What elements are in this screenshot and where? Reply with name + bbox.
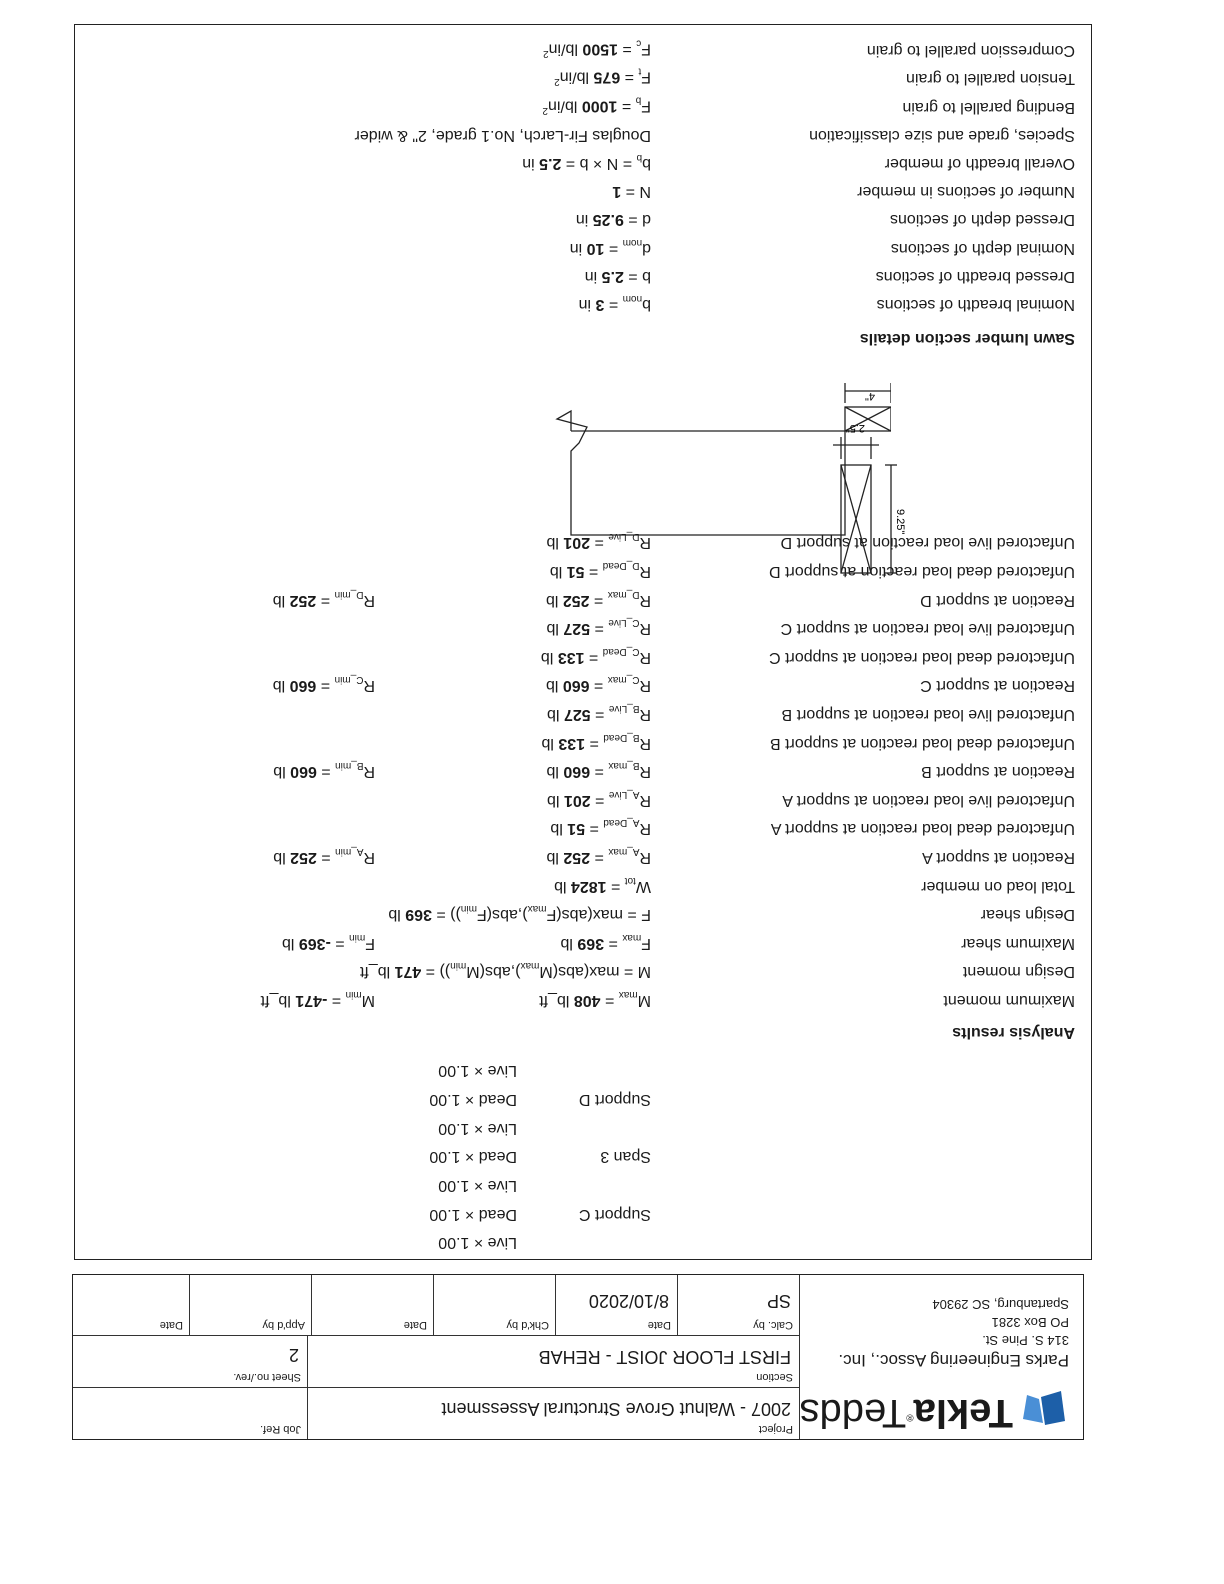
row-label: Unfactored live load reaction at support A bbox=[782, 791, 1075, 809]
chkd-by-cell: Chk'd by bbox=[433, 1275, 555, 1335]
row-value: $d_{nom} = 10$ in bbox=[569, 236, 651, 257]
section-value: FIRST FLOOR JOIST - REHAB bbox=[538, 1347, 791, 1367]
row-label: Unfactored dead load reaction at support D bbox=[769, 563, 1075, 580]
combo-value: Dead × 1.00 bbox=[429, 1148, 517, 1165]
row-label: Species, grade and size classification bbox=[809, 126, 1075, 144]
company-name: Parks Engineering Assoc., Inc. bbox=[838, 1351, 1069, 1370]
row-value: $F_c = 1500$ $lb/in^2$ bbox=[543, 37, 651, 60]
row-value: $R_{D\_Live} = 201$ lb bbox=[546, 531, 651, 552]
combo-label: Support D bbox=[578, 1091, 651, 1108]
row-label: Tension parallel to grain bbox=[906, 70, 1075, 88]
section-cell: Section FIRST FLOOR JOIST - REHAB bbox=[307, 1335, 799, 1387]
row-label: Overall breadth of member bbox=[884, 155, 1075, 172]
row-label: Nominal depth of sections bbox=[890, 239, 1075, 257]
row-value: $R_{C\_max} = 660$ lb bbox=[545, 674, 651, 695]
sheet-cell: Sheet no./rev. 2 bbox=[73, 1335, 307, 1387]
address-line-2: PO Box 3281 bbox=[991, 1315, 1069, 1330]
row-label: Unfactored dead load reaction at support A bbox=[770, 820, 1075, 838]
row-label: Unfactored live load reaction at support B bbox=[781, 706, 1075, 723]
combo-value: Live × 1.00 bbox=[438, 1177, 517, 1194]
row-label: Dressed breadth of sections bbox=[875, 267, 1075, 285]
row-value: $R_{B\_Live} = 527$ lb bbox=[547, 702, 651, 723]
address-line-1: 314 S. Pine St. bbox=[982, 1333, 1069, 1348]
dim-4: 4" bbox=[864, 390, 875, 402]
logo-text: Tekla®Tedds bbox=[799, 1391, 1013, 1435]
row-value: $R_{A\_Live} = 201$ lb bbox=[547, 788, 651, 809]
row-value: N = 1 bbox=[612, 183, 651, 201]
company-block bbox=[838, 1295, 1069, 1371]
row-label: Compression parallel to grain bbox=[866, 42, 1075, 60]
cross-section-diagram bbox=[811, 417, 911, 587]
row-label: Maximum moment bbox=[943, 992, 1075, 1009]
row-label: Reaction at support B bbox=[921, 763, 1075, 781]
row-value-min: $R_{A\_min} = 252$ lb bbox=[273, 845, 375, 866]
combo-value: Live × 1.00 bbox=[438, 1234, 517, 1251]
row-value: b = 2.5 in bbox=[584, 267, 651, 285]
row-label: Design moment bbox=[962, 963, 1075, 981]
address-line-3: Spartanburg, SC 29304 bbox=[932, 1297, 1069, 1312]
combo-value: Live × 1.00 bbox=[438, 1062, 517, 1079]
calc-by-cell: Calc. by SP bbox=[677, 1275, 799, 1335]
beam-outline bbox=[557, 411, 845, 535]
date3-cell: Date bbox=[159, 1319, 183, 1331]
row-value: $R_{C\_Dead} = 133$ lb bbox=[540, 645, 651, 666]
row-value: $b_{nom} = 3$ in bbox=[578, 292, 651, 313]
row-value: $M_{max} = 408$ lb_ft bbox=[539, 988, 651, 1009]
row-label: Unfactored live load reaction at support C bbox=[780, 620, 1075, 638]
row-value-min: $F_{min} = -369$ lb bbox=[281, 931, 375, 952]
tekla-logo-icon bbox=[1021, 1391, 1067, 1425]
project-cell: Project 2007 - Walnut Grove Structural Assessment bbox=[307, 1387, 799, 1439]
combo-value: Dead × 1.00 bbox=[429, 1091, 517, 1108]
row-value: $R_{B\_Dead} = 133$ lb bbox=[541, 731, 651, 752]
row-value: $R_{D\_max} = 252$ lb bbox=[545, 588, 651, 609]
row-label: Design shear bbox=[980, 906, 1075, 924]
row-value-min: $R_{C\_min} = 660$ lb bbox=[272, 674, 375, 695]
row-label: Unfactored dead load reaction at support C bbox=[769, 648, 1075, 666]
dim-925: 9.25" bbox=[894, 509, 906, 535]
row-label: Total load on member bbox=[921, 877, 1075, 895]
row-value: Douglas Fir-Larch, No.1 grade, 2" & wider bbox=[354, 126, 651, 144]
sheet-value: 2 bbox=[288, 1345, 299, 1365]
row-label: Reaction at support A bbox=[922, 849, 1075, 866]
row-value: $F_{max} = 369$ lb bbox=[560, 931, 651, 952]
row-value: $M = \max(abs(M_{max}),abs(M_{min})) = 471$ lb_ft bbox=[359, 960, 651, 981]
row-label: Reaction at support D bbox=[920, 591, 1075, 609]
row-label: Dressed depth of sections bbox=[890, 211, 1075, 229]
row-label: Unfactored dead load reaction at support B bbox=[769, 734, 1075, 752]
row-label: Maximum shear bbox=[961, 934, 1075, 952]
row-value-min: $R_{B\_min} = 660$ lb bbox=[273, 760, 375, 781]
analysis-title: Analysis results bbox=[952, 1024, 1075, 1041]
row-value: $F_b = 1000$ $lb/in^2$ bbox=[542, 94, 651, 116]
row-value: $R_{D\_Dead} = 51$ lb bbox=[549, 559, 651, 580]
combo-label: Support C bbox=[578, 1206, 651, 1223]
row-label: Reaction at support C bbox=[920, 677, 1075, 695]
row-label: Unfactored live load reaction at support D bbox=[780, 534, 1075, 552]
row-value: $W_{tot} = 1824$ lb bbox=[554, 874, 651, 895]
appd-by-cell: App'd by bbox=[189, 1275, 311, 1335]
row-value: $b_b = N \times b = 2.5$ in bbox=[522, 151, 651, 172]
row-value: $R_{A\_max} = 252$ lb bbox=[546, 845, 651, 866]
row-label: Nominal breadth of sections bbox=[876, 296, 1075, 313]
date2-cell: Date bbox=[311, 1275, 433, 1335]
row-value: $R_{B\_max} = 660$ lb bbox=[546, 760, 651, 781]
calc-body bbox=[74, 24, 1092, 1260]
sawn-title: Sawn lumber section details bbox=[859, 330, 1075, 347]
row-label: Number of sections in member bbox=[857, 183, 1075, 201]
row-label: Bending parallel to grain bbox=[902, 98, 1075, 116]
row-value: d = 9.25 in bbox=[575, 211, 651, 229]
row-value: $R_{C\_Live} = 527$ lb bbox=[546, 617, 651, 638]
date-cell: Date 8/10/2020 bbox=[555, 1275, 677, 1335]
logo-area bbox=[799, 1275, 1083, 1439]
row-value: $F_t = 675$ $lb/in^2$ bbox=[554, 65, 651, 88]
project-value: 2007 - Walnut Grove Structural Assessment bbox=[441, 1399, 791, 1419]
row-value: $R_{A\_Dead} = 51$ lb bbox=[550, 817, 651, 838]
combo-label: Span 3 bbox=[600, 1148, 651, 1165]
title-block bbox=[72, 1274, 1084, 1440]
row-value-min: $M_{min} = -471$ lb_ft bbox=[260, 988, 375, 1009]
job-ref-cell: Job Ref. bbox=[73, 1387, 307, 1439]
row-value: $F = \max(abs(F_{max}),abs(F_{min})) = 369$ lb bbox=[388, 903, 651, 924]
combo-value: Dead × 1.00 bbox=[429, 1206, 517, 1223]
combo-value: Live × 1.00 bbox=[438, 1120, 517, 1137]
row-value-min: $R_{D\_min} = 252$ lb bbox=[272, 588, 375, 609]
dim-25: 2.5" bbox=[845, 422, 865, 434]
